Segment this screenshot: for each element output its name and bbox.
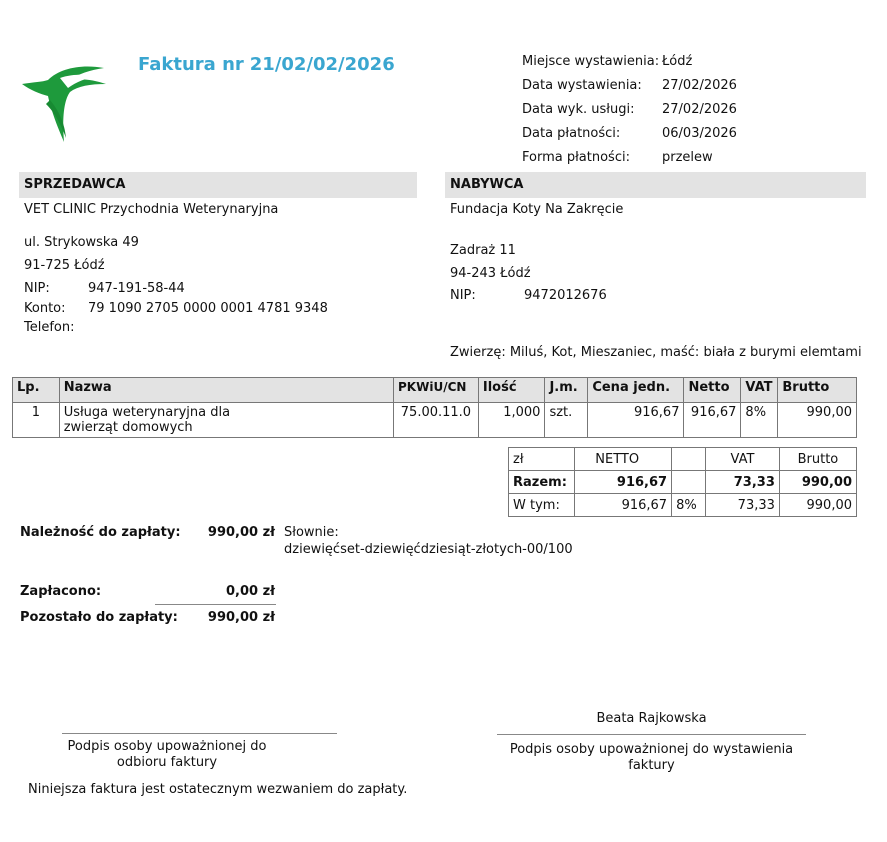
receiver-caption-line2: odbioru faktury — [116, 755, 218, 770]
buyer-city: 94-243 Łódź — [450, 266, 531, 281]
summary-vat-header: VAT — [706, 448, 780, 471]
summary-total-row — [509, 471, 857, 494]
amount-words-value: dziewięćset-dziewięćdziesiąt-złotych-00/100 — [284, 542, 573, 557]
summary-incl-vat: 73,33 — [706, 494, 780, 517]
buyer-nip-label: NIP: — [450, 288, 476, 303]
issuer-caption-line1: Podpis osoby upoważnionej do wystawienia — [509, 742, 794, 757]
items-header-row — [13, 378, 857, 403]
meta-row — [522, 148, 737, 172]
invoice-title — [138, 54, 395, 75]
summary-total-rate — [672, 471, 706, 494]
buyer-nip: 9472012676 — [524, 288, 607, 303]
col-qty: Ilość — [478, 378, 545, 403]
summary-incl-gross: 990,00 — [779, 494, 856, 517]
seller-nip-label: NIP: — [24, 281, 50, 296]
summary-total-gross: 990,00 — [779, 471, 856, 494]
seller-account-row — [24, 301, 328, 316]
invoice-number: 21/02/02/2026 — [249, 54, 395, 75]
summary-rate-header — [672, 448, 706, 471]
col-unit-price: Cena jedn. — [588, 378, 684, 403]
summary-currency: zł — [509, 448, 575, 471]
summary-gross-header: Brutto — [779, 448, 856, 471]
vat-summary-table — [508, 447, 857, 517]
summary-incl-row — [509, 494, 857, 517]
meta-value: przelew — [662, 150, 713, 165]
summary-incl-rate: 8% — [672, 494, 706, 517]
seller-city: 91-725 Łódź — [24, 258, 105, 273]
invoice-title-prefix: Faktura nr — [138, 54, 244, 75]
seller-account-label: Konto: — [24, 301, 66, 316]
summary-total-vat: 73,33 — [706, 471, 780, 494]
remaining-value: 990,00 zł — [207, 610, 275, 625]
meta-value: 06/03/2026 — [662, 126, 737, 141]
buyer-name: Fundacja Koty Na Zakręcie — [450, 202, 624, 217]
meta-label: Data wyk. usługi: — [522, 102, 635, 117]
issuer-caption-line2: faktury — [628, 758, 675, 773]
cell-qty: 1,000 — [478, 403, 545, 438]
cell-unit: szt. — [545, 403, 588, 438]
meta-row — [522, 76, 737, 100]
amount-words-label: Słownie: — [284, 525, 339, 540]
summary-incl-net: 916,67 — [575, 494, 672, 517]
seller-name: VET CLINIC Przychodnia Weterynaryjna — [24, 202, 279, 217]
invoice-meta — [522, 52, 737, 172]
buyer-heading: NABYWCA — [445, 172, 866, 198]
seller-nip: 947-191-58-44 — [88, 281, 185, 296]
issuer-signature-line — [497, 734, 806, 735]
cell-net: 916,67 — [684, 403, 741, 438]
meta-label: Data wystawienia: — [522, 78, 642, 93]
meta-label: Miejsce wystawienia: — [522, 54, 660, 69]
issuer-signature-caption — [497, 742, 806, 774]
col-pkwiu: PKWiU/CN — [394, 378, 479, 403]
seller-phone-label: Telefon: — [24, 320, 75, 335]
table-row — [13, 403, 857, 438]
cell-vat: 8% — [741, 403, 778, 438]
receiver-signature-caption — [40, 739, 294, 771]
summary-incl-label: W tym: — [509, 494, 575, 517]
paid-label: Zapłacono: — [20, 584, 102, 599]
cell-unit-price: 916,67 — [588, 403, 684, 438]
buyer-nip-row — [450, 288, 607, 303]
meta-label: Data płatności: — [522, 126, 621, 141]
meta-value: 27/02/2026 — [662, 78, 737, 93]
meta-value: 27/02/2026 — [662, 102, 737, 117]
cell-name-line2: zwierząt domowych — [63, 420, 193, 435]
col-vat: VAT — [741, 378, 778, 403]
summary-total-label: Razem: — [509, 471, 575, 494]
cell-name-line1: Usługa weterynaryjna dla — [63, 405, 231, 420]
buyer-street: Zadraż 11 — [450, 243, 516, 258]
meta-row — [522, 100, 737, 124]
receiver-caption-line1: Podpis osoby upoważnionej do — [67, 739, 267, 754]
meta-row — [522, 124, 737, 148]
seller-nip-row — [24, 281, 185, 296]
amount-due-value: 990,00 zł — [207, 525, 275, 540]
seller-heading: SPRZEDAWCA — [19, 172, 417, 198]
vet-logo-icon — [20, 60, 116, 146]
paid-divider — [155, 604, 276, 605]
meta-label: Forma płatności: — [522, 150, 630, 165]
meta-value: Łódź — [662, 54, 693, 69]
amount-due-label: Należność do zapłaty: — [20, 525, 181, 540]
summary-total-net: 916,67 — [575, 471, 672, 494]
meta-row — [522, 52, 737, 76]
cell-name — [59, 403, 393, 438]
paid-value: 0,00 zł — [226, 584, 275, 599]
col-lp: Lp. — [13, 378, 60, 403]
seller-account: 79 1090 2705 0000 0001 4781 9348 — [88, 301, 328, 316]
seller-street: ul. Strykowska 49 — [24, 235, 139, 250]
footer-note: Niniejsza faktura jest ostatecznym wezwaniem do zapłaty. — [28, 782, 408, 797]
col-unit: J.m. — [545, 378, 588, 403]
issuer-name: Beata Rajkowska — [596, 711, 707, 726]
col-net: Netto — [684, 378, 741, 403]
col-name: Nazwa — [59, 378, 393, 403]
summary-header-row — [509, 448, 857, 471]
col-gross: Brutto — [778, 378, 857, 403]
summary-net-header: NETTO — [575, 448, 672, 471]
items-table — [12, 377, 857, 438]
remaining-label: Pozostało do zapłaty: — [20, 610, 178, 625]
animal-note: Zwierzę: Miluś, Kot, Mieszaniec, maść: biała z burymi elemtami — [450, 345, 862, 360]
cell-gross: 990,00 — [778, 403, 857, 438]
cell-lp: 1 — [13, 403, 60, 438]
receiver-signature-line — [62, 733, 337, 734]
cell-pkwiu: 75.00.11.0 — [394, 403, 479, 438]
